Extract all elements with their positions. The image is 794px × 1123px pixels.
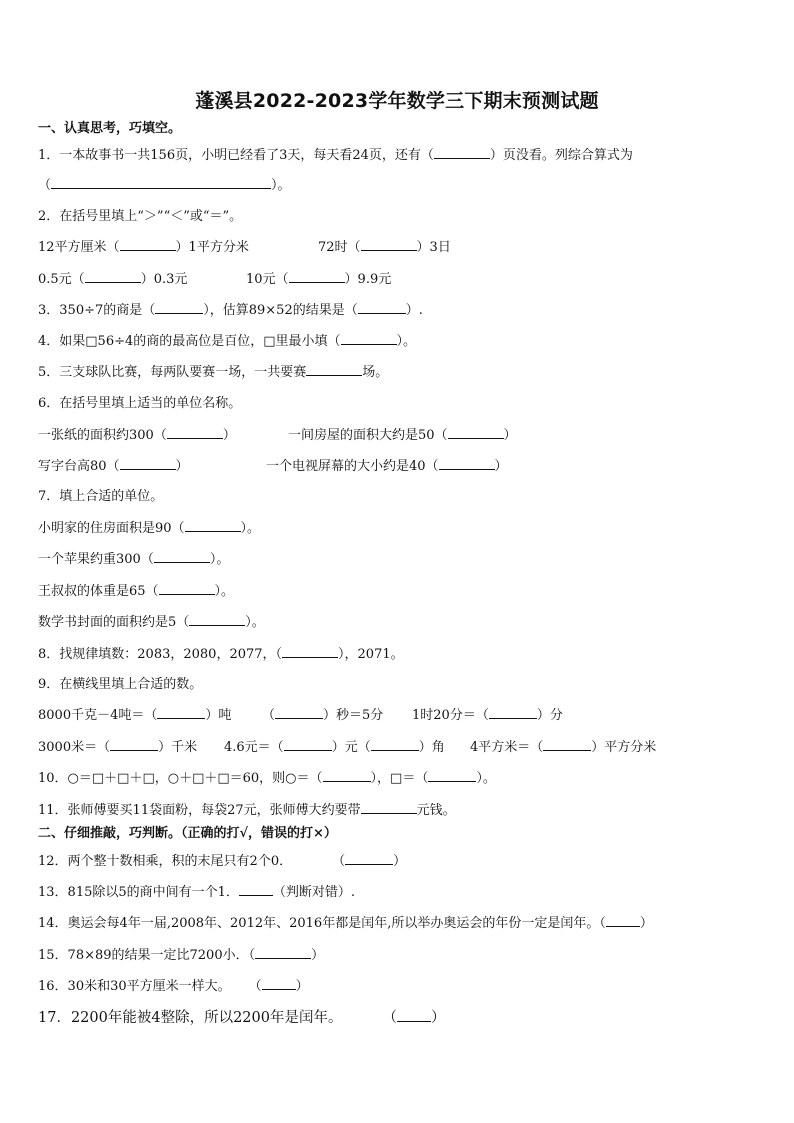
answer-blank[interactable] — [159, 582, 215, 595]
answer-blank[interactable] — [155, 301, 203, 314]
answer-blank[interactable] — [397, 1009, 431, 1022]
question-3: 3．350÷7的商是（ ），估算89×52的结果是（ ）. — [38, 303, 423, 318]
question-9-row-1c: 1时20分＝（ ）分 — [412, 708, 563, 723]
answer-blank[interactable] — [439, 457, 495, 470]
question-5: 5．三支球队比赛，每两队要赛一场，一共要赛 场。 — [38, 365, 389, 380]
answer-blank[interactable] — [358, 301, 406, 314]
question-13: 13．815除以5的商中间有一个1． （判断对错）. — [38, 885, 356, 900]
question-16: 16．30米和30平方厘米一样大。 （ ） — [38, 979, 309, 994]
answer-blank[interactable] — [110, 738, 158, 751]
answer-blank[interactable] — [606, 914, 640, 927]
answer-blank[interactable] — [189, 613, 245, 626]
answer-blank[interactable] — [255, 946, 311, 959]
question-1-line-2: （ ）。 — [38, 178, 291, 193]
question-9-row-2a: 3000米＝（ ）千米 — [38, 740, 198, 755]
question-14: 14．奥运会每4年一届,2008年、2012年、2016年都是闰年,所以举办奥运会的年份一定是闰年。（ ） — [38, 916, 653, 931]
answer-blank[interactable] — [345, 852, 393, 865]
question-9-row-2b: 4.6元＝（ ）元（ ）角 — [224, 740, 445, 755]
question-12: 12．两个整十数相乘，积的末尾只有2个0． （ ） — [38, 854, 407, 869]
question-2: 2．在括号里填上“＞”“＜”或“＝”。 — [38, 209, 243, 224]
question-7-line-2: 一个苹果约重300（ ）。 — [38, 552, 230, 567]
question-9: 9．在横线里填上合适的数。 — [38, 677, 203, 692]
answer-blank[interactable] — [120, 457, 176, 470]
question-6-row-2b: 一个电视屏幕的大小约是40（ ） — [266, 459, 508, 474]
section-1-heading: 一、认真思考，巧填空。 — [38, 121, 182, 136]
page-title: 蓬溪县2022-2023学年数学三下期末预测试题 — [195, 90, 599, 112]
answer-blank[interactable] — [543, 738, 591, 751]
answer-blank[interactable] — [154, 550, 210, 563]
answer-blank[interactable] — [85, 270, 141, 283]
question-6: 6．在括号里填上适当的单位名称。 — [38, 396, 242, 411]
question-2-row-1: 12平方厘米（ ）1平方分米 — [38, 240, 249, 255]
question-11: 11．张师傅要买11袋面粉，每袋27元，张师傅大约要带 元钱。 — [38, 803, 456, 818]
answer-blank[interactable] — [284, 738, 332, 751]
question-15: 15．78×89的结果一定比7200小．（ ） — [38, 948, 325, 963]
question-6-row-1: 一张纸的面积约300（ ） — [38, 428, 236, 443]
answer-blank[interactable] — [323, 769, 371, 782]
answer-blank[interactable] — [371, 738, 419, 751]
question-4: 4．如果□56÷4的商的最高位是百位，□里最小填（ ）。 — [38, 334, 417, 349]
question-9-row-2c: 4平方米＝（ ）平方分米 — [470, 740, 657, 755]
answer-blank[interactable] — [262, 977, 296, 990]
question-17: 17．2200年能被4整除，所以2200年是闰年。 （ ） — [38, 1010, 446, 1026]
question-9-row-1a: 8000千克－4吨＝（ ）吨 — [38, 708, 232, 723]
question-8: 8．找规律填数：2083，2080，2077，（ ），2071。 — [38, 647, 404, 662]
answer-blank[interactable] — [489, 706, 537, 719]
answer-blank[interactable] — [51, 176, 271, 189]
answer-blank[interactable] — [341, 332, 397, 345]
question-6-row-2: 写字台高80（ ） — [38, 459, 189, 474]
answer-blank[interactable] — [289, 270, 345, 283]
answer-blank[interactable] — [361, 238, 417, 251]
question-6-row-1b: 一间房屋的面积大约是50（ ） — [288, 428, 517, 443]
section-2-heading: 二、仔细推敲，巧判断。（正确的打√，错误的打×） — [38, 826, 337, 841]
question-7-line-4: 数学书封面的面积约是5（ ）。 — [38, 615, 265, 630]
answer-blank[interactable] — [434, 146, 490, 159]
answer-blank[interactable] — [157, 706, 205, 719]
question-2-row-2: 0.5元（ ）0.3元 — [38, 272, 188, 287]
answer-blank[interactable] — [428, 769, 476, 782]
question-7-line-3: 王叔叔的体重是65（ ）。 — [38, 584, 235, 599]
question-7-line-1: 小明家的住房面积是90（ ）。 — [38, 521, 261, 536]
question-2-row-2b: 10元（ ）9.9元 — [246, 272, 392, 287]
answer-blank[interactable] — [167, 426, 223, 439]
question-1-line-1: 1．一本故事书一共156页，小明已经看了3天，每天看24页，还有（ ）页没看。列综合算式为 — [38, 148, 633, 163]
answer-blank[interactable] — [361, 801, 417, 814]
answer-blank[interactable] — [239, 883, 273, 896]
answer-blank[interactable] — [275, 706, 323, 719]
question-9-row-1b: （ ）秒＝5分 — [262, 708, 384, 723]
answer-blank[interactable] — [306, 363, 362, 376]
answer-blank[interactable] — [185, 519, 241, 532]
question-7: 7．填上合适的单位。 — [38, 489, 164, 504]
answer-blank[interactable] — [120, 238, 176, 251]
question-10: 10．○＝□＋□＋□，○＋□＋□＝60，则○＝（ ），□＝（ ）。 — [38, 771, 496, 786]
question-2-row-1b: 72时（ ）3日 — [318, 240, 451, 255]
answer-blank[interactable] — [448, 426, 504, 439]
answer-blank[interactable] — [282, 645, 338, 658]
